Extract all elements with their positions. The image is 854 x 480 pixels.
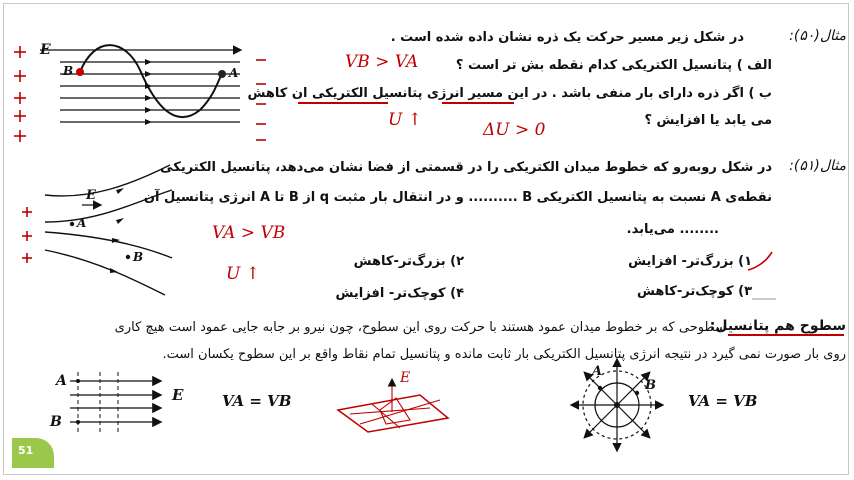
ex50-question-b2: می یابد یا افزایش ؟ — [644, 113, 772, 128]
ex50-e-label: E — [40, 42, 51, 58]
ex50-question-a: الف ) پتانسیل الکتریکی کدام نقطه بش تر است ؟ — [455, 58, 772, 73]
ex51-line3: ........ می‌یابد. — [626, 222, 719, 237]
fig3-a-label: A — [592, 364, 603, 379]
fig1-b-label: B — [50, 414, 62, 430]
ex50-label: مثال(۵۰): — [789, 28, 846, 44]
ex51-line1: در شکل روبه‌رو که خطوط میدان الکتریکی را در قسمتی از فضا نشان می‌دهد، پتانسیل الکتریکی — [160, 160, 772, 175]
fig1-e-label: E — [172, 386, 184, 404]
ex50-line1: در شکل زیر مسیر حرکت یک ذره نشان داده شده است . — [390, 30, 744, 45]
ex51-a-label: A — [77, 216, 87, 230]
ex51-hand-va-gt-vb: VA > VB — [212, 223, 286, 243]
ex51-option-2: ۲) بزرگ‌تر-کاهش — [353, 254, 464, 269]
ex50-a-label: A — [229, 66, 239, 80]
ex50-hand-u-up: U ↑ — [388, 110, 422, 130]
ex51-label: مثال(۵۱): — [789, 158, 846, 174]
equipotential-line2: روی بار صورت نمی گیرد در نتیجه انرژی پتانسیل الکتریکی بار ثابت مانده و پتانسیل تمام نقاط واقع بر این سطوح یکسان است. — [162, 347, 846, 362]
ex51-e-label: E — [86, 188, 96, 203]
ex50-hand-vb-gt-va: VB > VA — [345, 52, 419, 72]
equation-2: VA = VB — [688, 392, 758, 410]
ex50-question-b: ب ) اگر ذره دارای بار منفی باشد . در این مسیر انرژی پتانسیل الکتریکی ان کاهش — [247, 86, 772, 101]
fig3-b-label: B — [645, 378, 656, 393]
ex51-option-4: ۴) کوچک‌تر- افزایش — [335, 286, 464, 301]
ex51-b-label: B — [133, 250, 144, 264]
fig1-a-label: A — [56, 373, 67, 389]
equipotential-line1: سطوحی که بر خطوط میدان عمود هستند با حرکت روی این سطوح، چون نیرو بر جابه جایی عمود است هیچ کاری — [114, 320, 726, 335]
ex51-line2: نقطه‌ی A نسبت به پتانسیل الکتریکی B .......... و در انتقال بار مثبت q از B تا A انرژی پتانسیل آن — [143, 190, 772, 205]
fig2-e-label: E — [400, 370, 411, 386]
ex50-b-label: B — [63, 64, 74, 78]
ex51-hand-u-up: U ↑ — [226, 264, 260, 284]
page-number: 51 — [18, 444, 34, 457]
ex51-option-3: ۳) کوچک‌تر-کاهش — [637, 284, 752, 299]
equipotential-title: سطوح هم پتانسیل: — [709, 318, 846, 334]
page-number-badge — [12, 438, 54, 468]
equation-1: VA = VB — [222, 392, 292, 410]
ex51-option-1: ۱) بزرگ‌تر- افزایش — [628, 254, 752, 269]
ex50-hand-delta-u: ΔU > 0 — [483, 120, 546, 140]
